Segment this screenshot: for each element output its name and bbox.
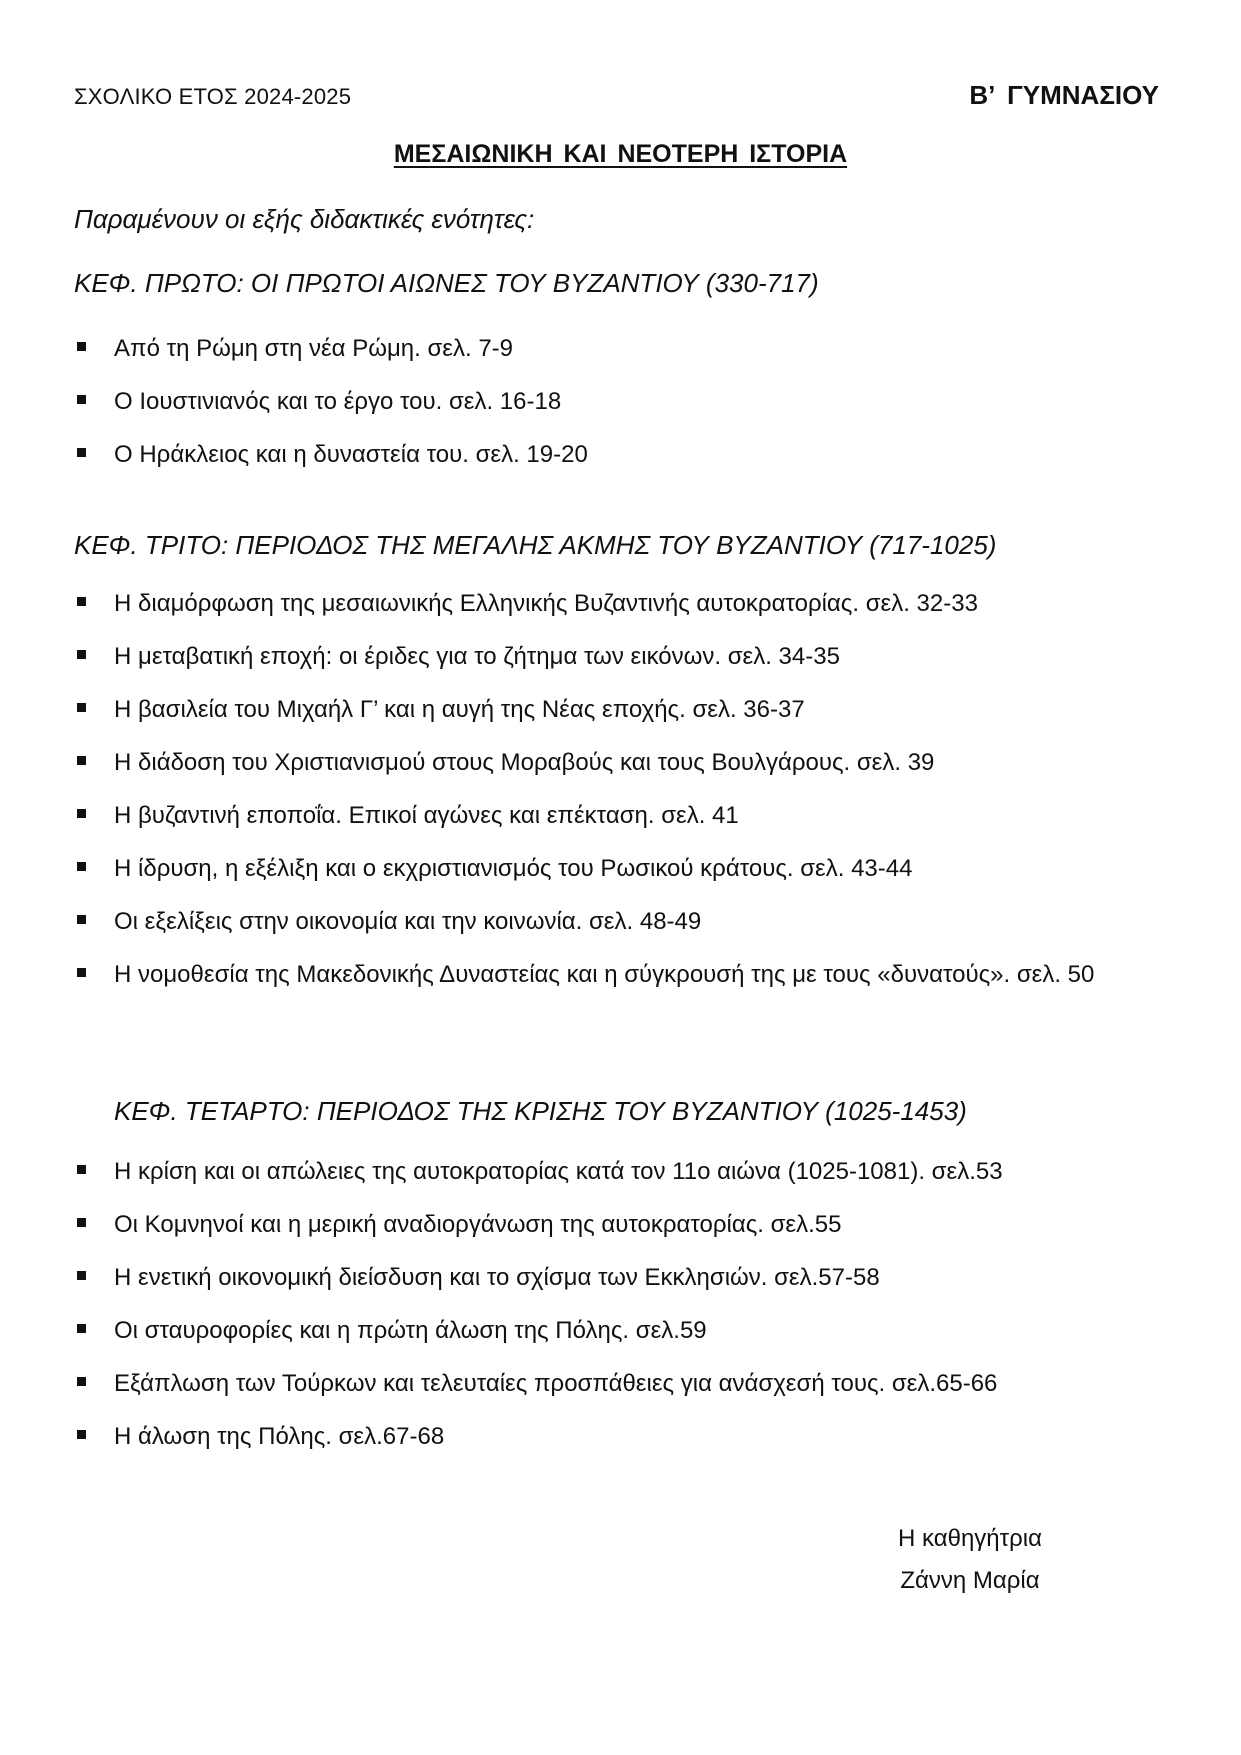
list-item (74, 322, 588, 375)
signature-role: Η καθηγήτρια (898, 1525, 1042, 1552)
list-item (74, 1145, 1003, 1198)
bullet-icon (77, 448, 86, 457)
list-item-text: Η ίδρυση, η εξέλιξη και ο εκχριστιανισμός του Ρωσικού κράτους. σελ. 43-44 (114, 855, 913, 882)
list-item-text: Οι εξελίξεις στην οικονομία και την κοινωνία. σελ. 48-49 (114, 908, 702, 935)
chapter-1-heading: ΚΕΦ. ΠΡΩΤΟ: ΟΙ ΠΡΩΤΟΙ ΑΙΩΝΕΣ ΤΟΥ ΒΥΖΑΝΤΙΟΥ (330-717) (74, 268, 819, 298)
signature-name: Ζάννη Μαρία (900, 1567, 1040, 1594)
list-item-text: Ο Ιουστινιανός και το έργο του. σελ. 16-18 (114, 388, 562, 415)
list-item (74, 1304, 1003, 1357)
bullet-icon (77, 703, 86, 712)
bullet-icon (77, 1165, 86, 1174)
bullet-icon (77, 1218, 86, 1227)
bullet-icon (77, 1271, 86, 1280)
list-item-text: Η διαμόρφωση της μεσαιωνικής Ελληνικής Βυζαντινής αυτοκρατορίας. σελ. 32-33 (114, 590, 978, 617)
list-item (74, 1251, 1003, 1304)
list-item (74, 948, 1214, 1001)
chapter-1-list (74, 322, 588, 481)
chapter-3-heading: ΚΕΦ. ΤΕΤΑΡΤΟ: ΠΕΡΙΟΔΟΣ ΤΗΣ ΚΡΙΣΗΣ ΤΟΥ ΒΥΖΑΝΤΙΟΥ (1025-1453) (114, 1096, 967, 1126)
list-item-text: Η βασιλεία του Μιχαήλ Γ’ και η αυγή της Νέας εποχής. σελ. 36-37 (114, 696, 805, 723)
bullet-icon (77, 1324, 86, 1333)
list-item (74, 736, 1214, 789)
intro-text: Παραμένουν οι εξής διδακτικές ενότητες: (74, 204, 535, 234)
list-item (74, 895, 1214, 948)
bullet-icon (77, 1377, 86, 1386)
list-item (74, 842, 1214, 895)
list-item-text: Η διάδοση του Χριστιανισμού στους Μοραβούς και τους Βουλγάρους. σελ. 39 (114, 749, 935, 776)
bullet-icon (77, 395, 86, 404)
list-item (74, 630, 1214, 683)
list-item (74, 577, 1214, 630)
list-item (74, 683, 1214, 736)
list-item-text: Η κρίση και οι απώλειες της αυτοκρατορίας κατά τον 11ο αιώνα (1025-1081). σελ.53 (114, 1158, 1003, 1185)
document-title: ΜΕΣΑΙΩΝΙΚΗ ΚΑΙ ΝΕΟΤΕΡΗ ΙΣΤΟΡΙΑ (393, 140, 848, 168)
chapter-2-heading: ΚΕΦ. ΤΡΙΤΟ: ΠΕΡΙΟΔΟΣ ΤΗΣ ΜΕΓΑΛΗΣ ΑΚΜΗΣ ΤΟΥ ΒΥΖΑΝΤΙΟΥ (717-1025) (74, 530, 997, 560)
list-item-text: Ο Ηράκλειος και η δυναστεία του. σελ. 19-20 (114, 441, 588, 468)
bullet-icon (77, 1430, 86, 1439)
list-item (74, 1357, 1003, 1410)
bullet-icon (77, 809, 86, 818)
bullet-icon (77, 597, 86, 606)
bullet-icon (77, 915, 86, 924)
list-item (74, 789, 1214, 842)
bullet-icon (77, 756, 86, 765)
list-item-text: Εξάπλωση των Τούρκων και τελευταίες προσπάθειες για ανάσχεσή τους. σελ.65-66 (114, 1370, 998, 1397)
bullet-icon (77, 862, 86, 871)
chapter-2-list (74, 577, 1214, 1001)
bullet-icon (77, 342, 86, 351)
list-item-text: Η νομοθεσία της Μακεδονικής Δυναστείας και η σύγκρουσή της με τους «δυνατούς». σελ. 50 (114, 961, 1095, 988)
list-item-text: Η βυζαντινή εποποΐα. Επικοί αγώνες και επέκταση. σελ. 41 (114, 802, 739, 829)
school-year: ΣΧΟΛΙΚΟ ΕΤΟΣ 2024-2025 (74, 84, 352, 109)
list-item-text: Οι Κομνηνοί και η μερική αναδιοργάνωση της αυτοκρατορίας. σελ.55 (114, 1211, 842, 1238)
chapter-3-list (74, 1145, 1003, 1463)
list-item (74, 1198, 1003, 1251)
list-item-text: Η ενετική οικονομική διείσδυση και το σχίσμα των Εκκλησιών. σελ.57-58 (114, 1264, 880, 1291)
list-item (74, 375, 588, 428)
list-item-text: Οι σταυροφορίες και η πρώτη άλωση της Πόλης. σελ.59 (114, 1317, 707, 1344)
list-item (74, 428, 588, 481)
grade-label: Β’ ΓΥΜΝΑΣΙΟΥ (969, 80, 1159, 110)
list-item-text: Η μεταβατική εποχή: οι έριδες για το ζήτημα των εικόνων. σελ. 34-35 (114, 643, 840, 670)
bullet-icon (77, 968, 86, 977)
signature-block (880, 1518, 1060, 1602)
list-item-text: Η άλωση της Πόλης. σελ.67-68 (114, 1423, 445, 1450)
bullet-icon (77, 650, 86, 659)
list-item-text: Από τη Ρώμη στη νέα Ρώμη. σελ. 7-9 (114, 335, 514, 362)
list-item (74, 1410, 1003, 1463)
